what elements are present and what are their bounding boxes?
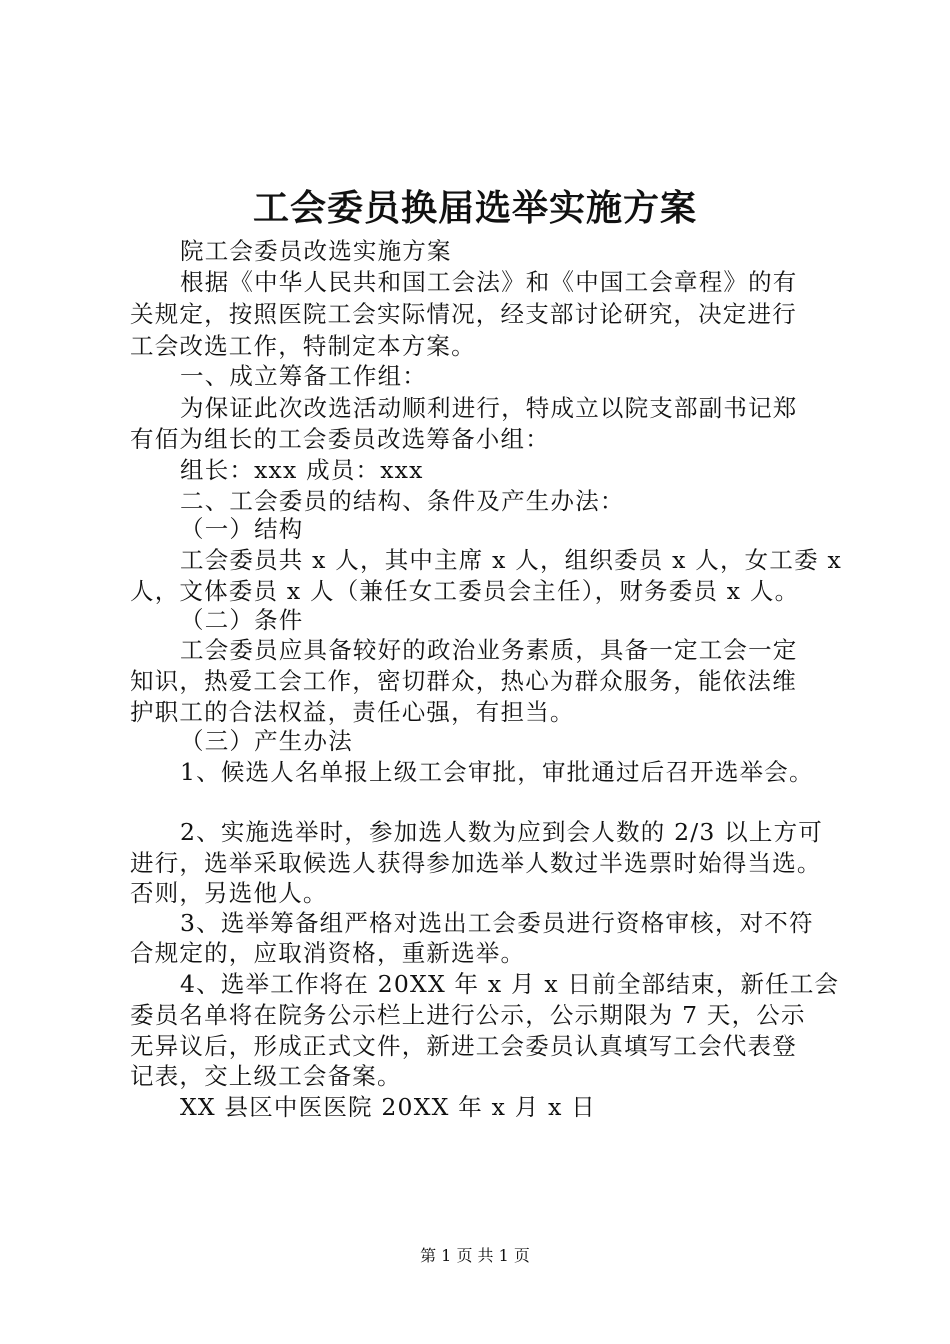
paragraph-line: 工会委员应具备较好的政治业务素质，具备一定工会一定 xyxy=(180,636,798,664)
paragraph-line: 有佰为组长的工会委员改选筹备小组： xyxy=(130,425,550,453)
paragraph-line: 院工会委员改选实施方案 xyxy=(180,237,452,265)
section-heading: 二、工会委员的结构、条件及产生办法： xyxy=(180,487,625,515)
subsection-heading: （一）结构 xyxy=(180,515,304,543)
paragraph-line: 护职工的合法权益，责任心强，有担当。 xyxy=(130,698,575,726)
paragraph-line: 2、实施选举时，参加选人数为应到会人数的 2/3 以上方可 xyxy=(180,818,824,846)
subsection-heading: （二）条件 xyxy=(180,606,304,634)
paragraph-line: 1、候选人名单报上级工会审批，审批通过后召开选举会。 xyxy=(180,758,814,786)
paragraph-line: 4、选举工作将在 20XX 年 x 月 x 日前全部结束，新任工会 xyxy=(180,970,840,998)
paragraph-line: 知识，热爱工会工作，密切群众，热心为群众服务，能依法维 xyxy=(130,667,797,695)
paragraph-line: 3、选举筹备组严格对选出工会委员进行资格审核，对不符 xyxy=(180,909,814,937)
paragraph-line: 人，文体委员 x 人（兼任女工委员会主任），财务委员 x 人。 xyxy=(130,577,800,605)
section-heading: 一、成立筹备工作组： xyxy=(180,362,427,390)
paragraph-line: 委员名单将在院务公示栏上进行公示，公示期限为 7 天，公示 xyxy=(130,1001,806,1029)
paragraph-line: 否则，另选他人。 xyxy=(130,879,328,907)
paragraph-line: 合规定的，应取消资格，重新选举。 xyxy=(130,939,526,967)
paragraph-line: 无异议后，形成正式文件，新进工会委员认真填写工会代表登 xyxy=(130,1032,797,1060)
document-title: 工会委员换届选举实施方案 xyxy=(252,187,697,229)
paragraph-line: 进行，选举采取候选人获得参加选举人数过半选票时始得当选。 xyxy=(130,849,822,877)
paragraph-line: 根据《中华人民共和国工会法》和《中国工会章程》的有 xyxy=(180,268,798,296)
paragraph-line: 关规定，按照医院工会实际情况，经支部讨论研究，决定进行 xyxy=(130,300,797,328)
paragraph-line: 为保证此次改选活动顺利进行，特成立以院支部副书记郑 xyxy=(180,394,798,422)
signature-line: XX 县区中医医院 20XX 年 x 月 x 日 xyxy=(180,1093,596,1121)
paragraph-line: 工会改选工作，特制定本方案。 xyxy=(130,332,476,360)
paragraph-line: 记表，交上级工会备案。 xyxy=(130,1062,402,1090)
paragraph-line: 工会委员共 x 人，其中主席 x 人，组织委员 x 人，女工委 x xyxy=(180,546,842,574)
page-footer: 第 1 页 共 1 页 xyxy=(420,1246,530,1265)
subsection-heading: （三）产生办法 xyxy=(180,727,353,755)
paragraph-line: 组长：xxx 成员：xxx xyxy=(180,456,424,484)
